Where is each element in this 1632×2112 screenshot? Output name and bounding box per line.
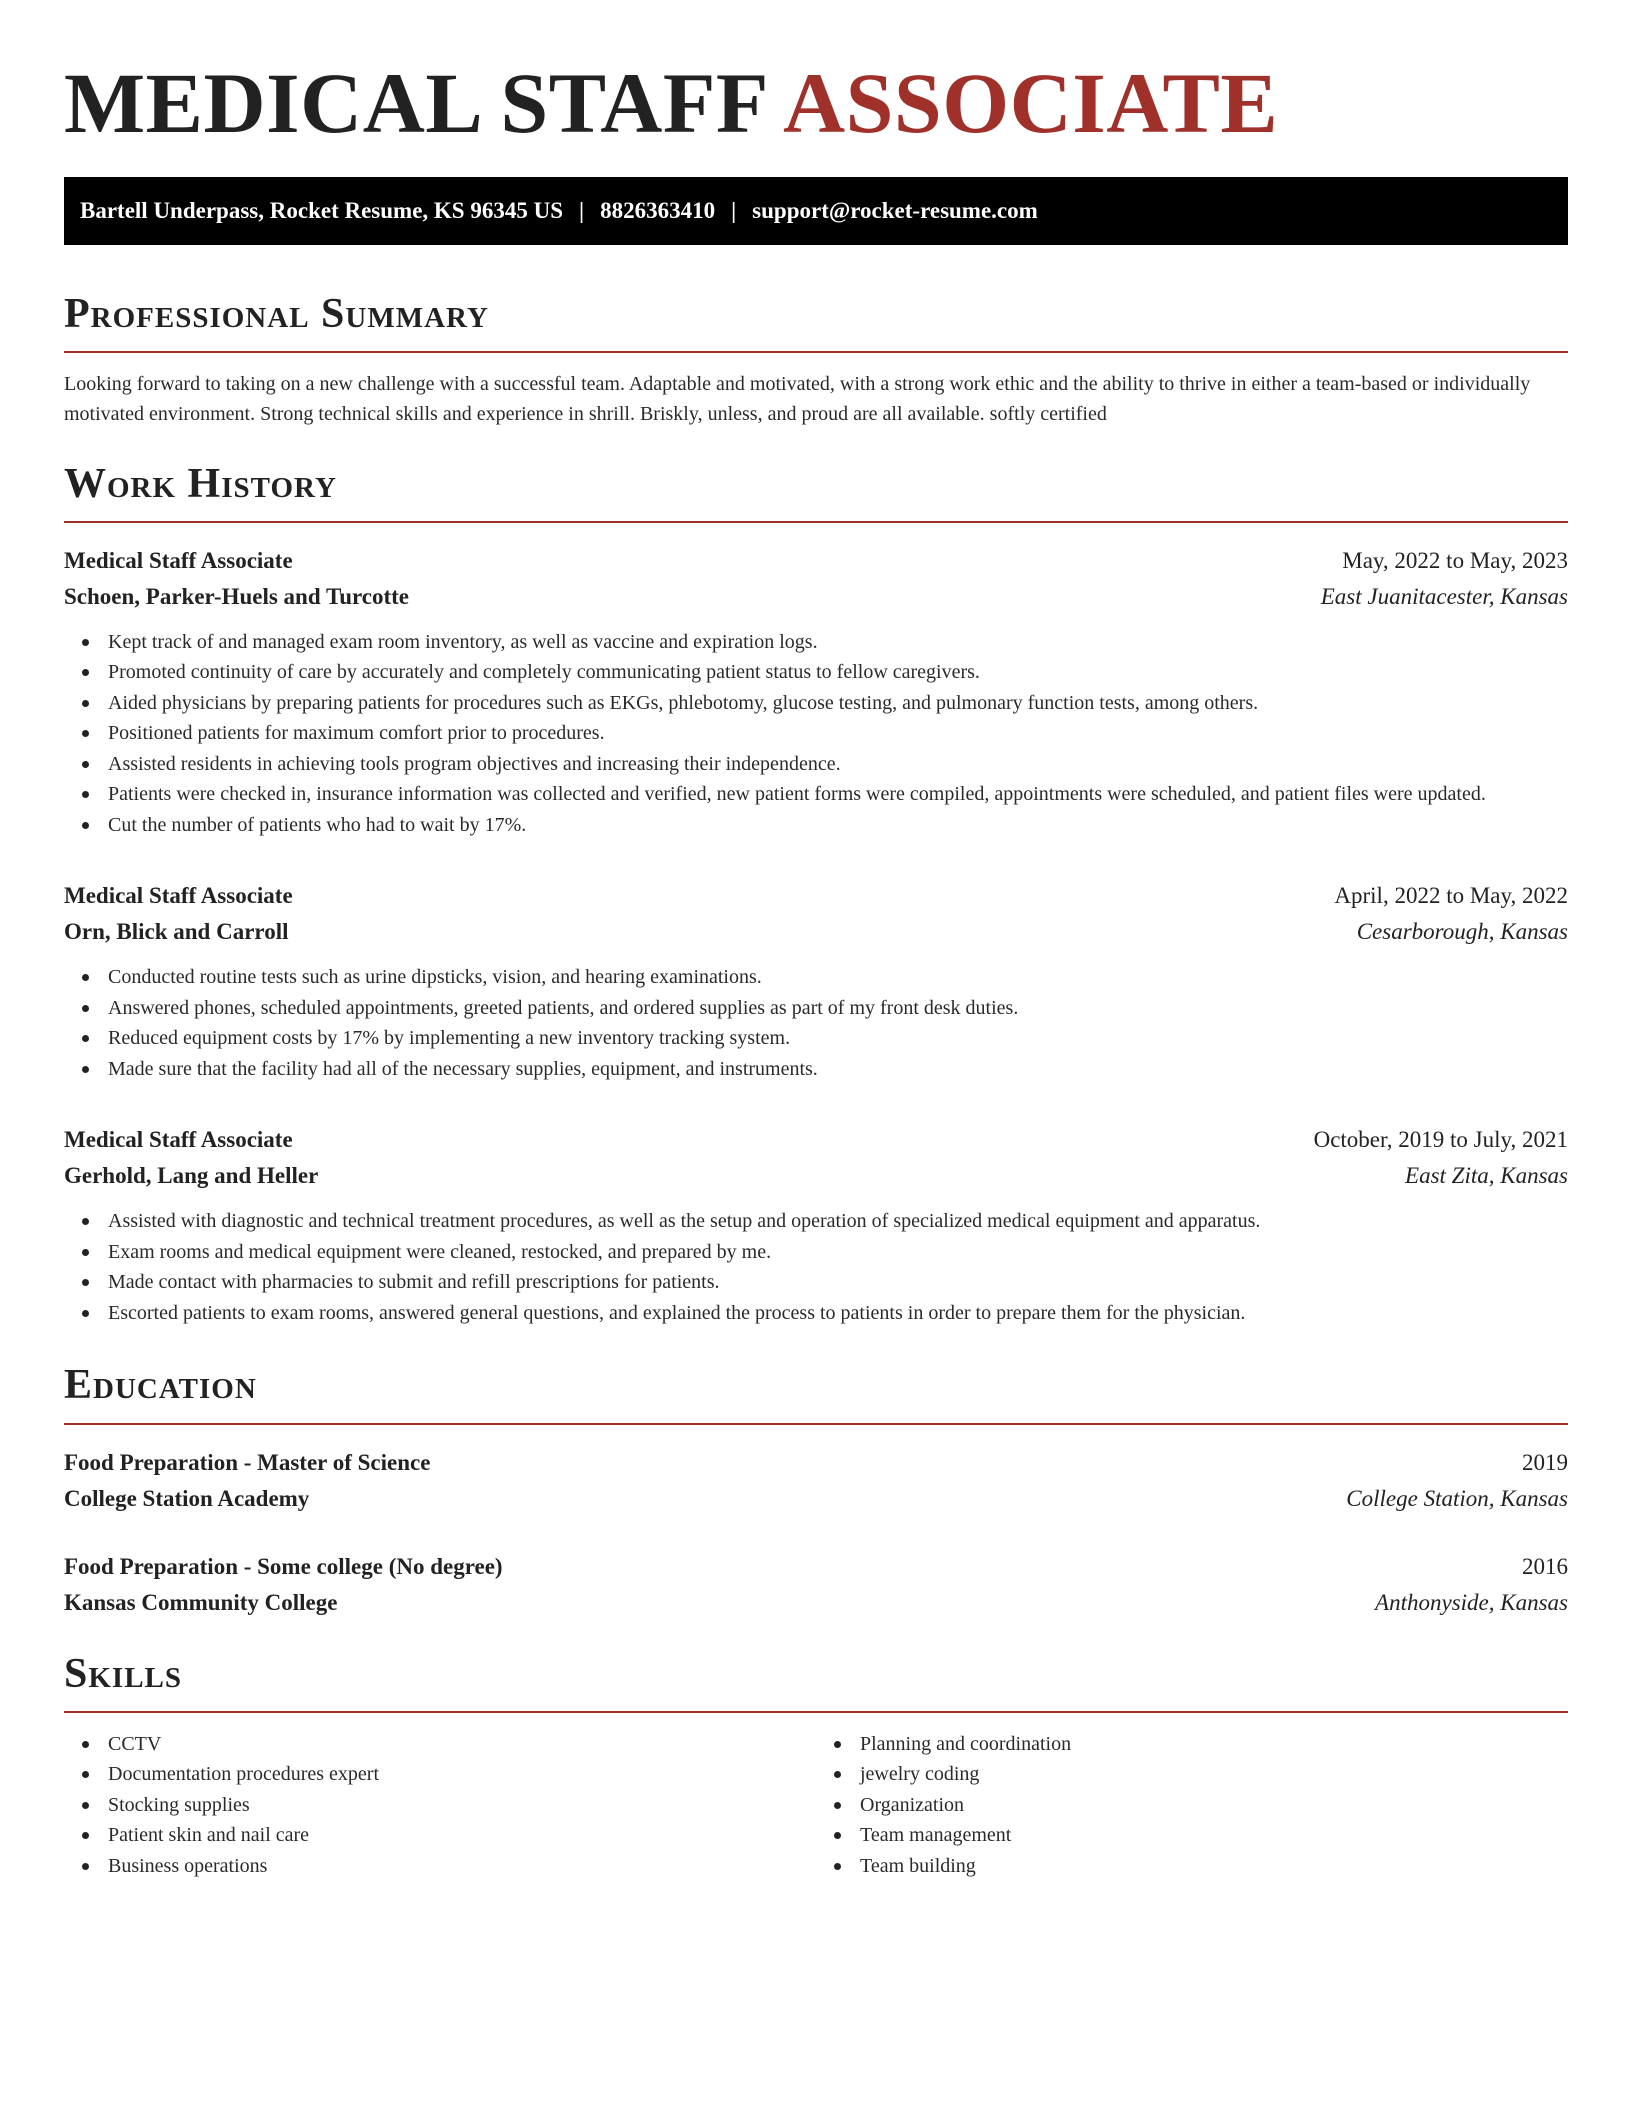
skill-item: CCTV [108, 1729, 816, 1760]
education-entry [64, 1445, 1568, 1517]
contact-address: Bartell Underpass, Rocket Resume, KS 96345 US [80, 197, 563, 223]
name-accent: ASSOCIATE [783, 55, 1279, 151]
education-section-title: Education [64, 1362, 257, 1409]
skill-item: Stocking supplies [108, 1790, 816, 1821]
job-dates: October, 2019 to July, 2021 [1313, 1127, 1568, 1153]
job-role: Medical Staff Associate [64, 547, 293, 573]
resume-name-heading [64, 56, 1568, 151]
education-location: College Station, Kansas [1346, 1485, 1568, 1511]
job-role: Medical Staff Associate [64, 883, 293, 909]
job-bullet: Aided physicians by preparing patients for procedures such as EKGs, phlebotomy, glucose testing, and pulmonary function tests, among others. [108, 688, 1568, 719]
job-bullet: Made contact with pharmacies to submit and refill prescriptions for patients. [108, 1267, 1568, 1298]
job-bullet: Exam rooms and medical equipment were cleaned, restocked, and prepared by me. [108, 1237, 1568, 1268]
job-entry [64, 878, 1568, 1084]
skills-grid [64, 1729, 1568, 1882]
skills-section-title: Skills [64, 1650, 183, 1697]
skill-item: Patient skin and nail care [108, 1820, 816, 1851]
work-section-title: Work History [64, 460, 337, 507]
section-divider [64, 1711, 1568, 1713]
skill-item: Organization [860, 1790, 1568, 1821]
skill-item: Planning and coordination [860, 1729, 1568, 1760]
contact-phone: 8826363410 [600, 197, 716, 223]
skill-item: Business operations [108, 1851, 816, 1882]
job-bullet: Kept track of and managed exam room inventory, as well as vaccine and expiration logs. [108, 627, 1568, 658]
job-bullet: Positioned patients for maximum comfort prior to procedures. [108, 718, 1568, 749]
education-year: 2016 [1522, 1553, 1568, 1579]
contact-separator: | [579, 197, 585, 223]
section-divider [64, 521, 1568, 523]
job-location: Cesarborough, Kansas [1356, 919, 1568, 945]
job-bullets [64, 962, 1568, 1084]
name-main: MEDICAL STAFF [64, 55, 766, 151]
job-dates: April, 2022 to May, 2022 [1334, 883, 1568, 909]
job-company: Gerhold, Lang and Heller [64, 1163, 319, 1189]
summary-text: Looking forward to taking on a new challenge with a successful team. Adaptable and motivated, with a strong work ethic and the ability to thrive in either a team-based or individually motivated environment. Strong technical skills and experience in shrill. Briskly, unless, and proud are all available. softly certified [64, 372, 1531, 425]
education-degree: Food Preparation - Some college (No degree) [64, 1553, 503, 1579]
job-bullet: Reduced equipment costs by 17% by implementing a new inventory tracking system. [108, 1023, 1568, 1054]
job-entry [64, 1122, 1568, 1328]
job-bullet: Cut the number of patients who had to wait by 17%. [108, 810, 1568, 841]
job-bullet: Assisted with diagnostic and technical treatment procedures, as well as the setup and operation of specialized medical equipment and apparatus. [108, 1206, 1568, 1237]
job-bullet: Assisted residents in achieving tools program objectives and increasing their independence. [108, 749, 1568, 780]
job-bullets [64, 627, 1568, 841]
job-bullet: Promoted continuity of care by accurately and completely communicating patient status to fellow caregivers. [108, 657, 1568, 688]
education-entry [64, 1549, 1568, 1621]
job-entry [64, 543, 1568, 841]
skill-item: Documentation procedures expert [108, 1759, 816, 1790]
job-bullet: Escorted patients to exam rooms, answered general questions, and explained the process to patients in order to prepare them for the physician. [108, 1298, 1568, 1329]
contact-bar [64, 177, 1568, 245]
section-divider [64, 351, 1568, 353]
skills-list-right [816, 1729, 1568, 1882]
section-divider [64, 1423, 1568, 1425]
skills-list-left [64, 1729, 816, 1882]
job-role: Medical Staff Associate [64, 1127, 293, 1153]
job-bullet: Made sure that the facility had all of the necessary supplies, equipment, and instruments. [108, 1054, 1568, 1085]
contact-separator: | [731, 197, 737, 223]
skill-item: jewelry coding [860, 1759, 1568, 1790]
job-company: Schoen, Parker-Huels and Turcotte [64, 583, 410, 609]
job-bullets [64, 1206, 1568, 1328]
job-bullet: Patients were checked in, insurance information was collected and verified, new patient forms were compiled, appointments were scheduled, and patient files were updated. [108, 779, 1568, 810]
education-degree: Food Preparation - Master of Science [64, 1449, 431, 1475]
summary-section-title: Professional Summary [64, 290, 489, 337]
skill-item: Team management [860, 1820, 1568, 1851]
education-school: College Station Academy [64, 1485, 310, 1511]
education-location: Anthonyside, Kansas [1375, 1589, 1568, 1615]
job-location: East Zita, Kansas [1405, 1163, 1568, 1189]
job-location: East Juanitacester, Kansas [1320, 583, 1568, 609]
skill-item: Team building [860, 1851, 1568, 1882]
job-bullet: Answered phones, scheduled appointments, greeted patients, and ordered supplies as part of my front desk duties. [108, 993, 1568, 1024]
education-school: Kansas Community College [64, 1589, 338, 1615]
job-dates: May, 2022 to May, 2023 [1342, 547, 1568, 573]
job-company: Orn, Blick and Carroll [64, 919, 289, 945]
job-bullet: Conducted routine tests such as urine dipsticks, vision, and hearing examinations. [108, 962, 1568, 993]
education-year: 2019 [1522, 1449, 1568, 1475]
contact-email: support@rocket-resume.com [752, 197, 1038, 223]
